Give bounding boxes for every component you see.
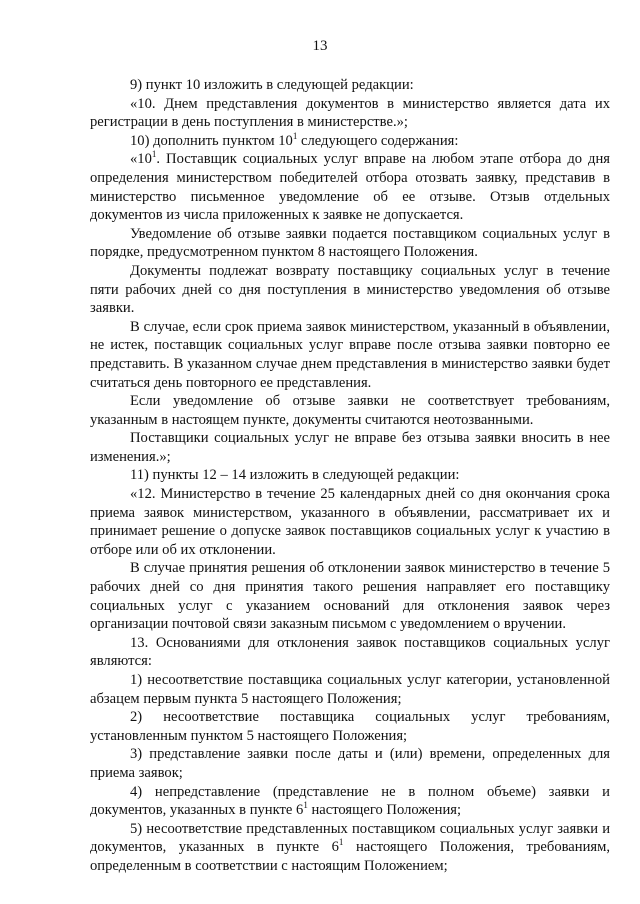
paragraph-text: Поставщики социальных услуг не вправе без отзыва заявки вносить в нее изменения.»; bbox=[90, 430, 610, 465]
paragraph-text: 4) непредставление (представление не в полном объеме) заявки и документов, указанных в пункте 6 bbox=[90, 783, 610, 819]
paragraph-text-continued: настоящего Положения, требованиям, определенным в соответствии с настоящим Положением; bbox=[90, 839, 611, 874]
paragraph-text: «10. Днем представления документов в министерство является дата их регистрации в день поступления в министерстве.»; bbox=[90, 95, 610, 131]
page-number: 13 bbox=[312, 38, 328, 54]
paragraph bbox=[90, 429, 610, 466]
paragraph-text: 5) несоответствие представленных поставщиком социальных услуг заявки и документов, указанных в пункте 6 bbox=[90, 820, 610, 856]
paragraph-text: «12. Министерство в течение 25 календарных дней со дня окончания срока приема заявок министерством, указанного в объявлении, рассматривает их и принимает решение о допуске заявок поставщиков социальных услуг к участию в отборе или об их отклонении. bbox=[90, 486, 610, 558]
paragraph bbox=[90, 820, 610, 876]
paragraph bbox=[90, 318, 610, 392]
paragraph bbox=[90, 76, 610, 95]
paragraph-text: В случае, если срок приема заявок министерством, указанный в объявлении, не истек, поставщик социальных услуг вправе после отзыва заявки повторно ее представить. В указанном случае днем представления в министерство заявки будет считаться день повторного ее представления. bbox=[90, 318, 610, 391]
paragraph bbox=[90, 225, 610, 262]
paragraph bbox=[90, 745, 610, 782]
paragraph bbox=[90, 485, 610, 559]
paragraph-text-continued: следующего содержания: bbox=[297, 132, 459, 149]
paragraph-text: 11) пункты 12 – 14 изложить в следующей редакции: bbox=[130, 467, 460, 484]
paragraph-text: 3) представление заявки после даты и (или) времени, определенных для приема заявок; bbox=[90, 746, 610, 781]
paragraph-text: «10 bbox=[130, 151, 152, 168]
paragraph-text: 9) пункт 10 изложить в следующей редакции: bbox=[130, 77, 414, 93]
paragraph bbox=[90, 466, 610, 485]
paragraph bbox=[90, 671, 610, 708]
paragraph bbox=[90, 95, 610, 132]
superscript: 1 bbox=[338, 837, 344, 848]
paragraph bbox=[90, 708, 610, 745]
document-body bbox=[90, 76, 610, 876]
paragraph-text: Уведомление об отзыве заявки подается поставщиком социальных услуг в порядке, предусмотренном пунктом 8 настоящего Положения. bbox=[90, 225, 610, 261]
paragraph bbox=[90, 262, 610, 318]
paragraph bbox=[90, 132, 610, 151]
paragraph bbox=[90, 634, 610, 671]
paragraph-text-continued: настоящего Положения; bbox=[307, 802, 462, 819]
paragraph-text: 2) несоответствие поставщика социальных услуг требованиям, установленным пунктом 5 настоящего Положения; bbox=[90, 709, 610, 744]
superscript: 1 bbox=[292, 130, 298, 141]
paragraph bbox=[90, 392, 610, 429]
paragraph bbox=[90, 783, 610, 820]
paragraph-text: Если уведомление об отзыве заявки не соответствует требованиям, указанным в настоящем пункте, документы считаются неотозванными. bbox=[90, 393, 610, 428]
paragraph-text: 1) несоответствие поставщика социальных услуг категории, установленной абзацем первым пункта 5 настоящего Положения; bbox=[90, 672, 610, 707]
paragraph bbox=[90, 559, 610, 633]
paragraph-text-continued: . Поставщик социальных услуг вправе на любом этапе отбора до дня определения министерством победителей отбора отозвать заявку, представив в министерство письменное уведомление об ее отзыве. Отзыв отдельных документов из числа приложенных к заявке не допускается. bbox=[90, 151, 610, 224]
superscript: 1 bbox=[303, 800, 308, 811]
paragraph-text: 13. Основаниями для отклонения заявок поставщиков социальных услуг являются: bbox=[90, 634, 610, 670]
paragraph-text: 10) дополнить пунктом 10 bbox=[130, 132, 293, 149]
paragraph-text: Документы подлежат возврату поставщику социальных услуг в течение пяти рабочих дней со дня поступления в министерство уведомления об отзыве заявки. bbox=[90, 262, 610, 317]
paragraph bbox=[90, 150, 610, 224]
paragraph-text: В случае принятия решения об отклонении заявок министерство в течение 5 рабочих дней со дня принятия такого решения направляет его поставщику социальных услуг с указанием оснований для отклонения заявок через организации почтовой связи заказным письмом с уведомлением о вручении. bbox=[90, 560, 610, 633]
superscript: 1 bbox=[151, 149, 157, 160]
